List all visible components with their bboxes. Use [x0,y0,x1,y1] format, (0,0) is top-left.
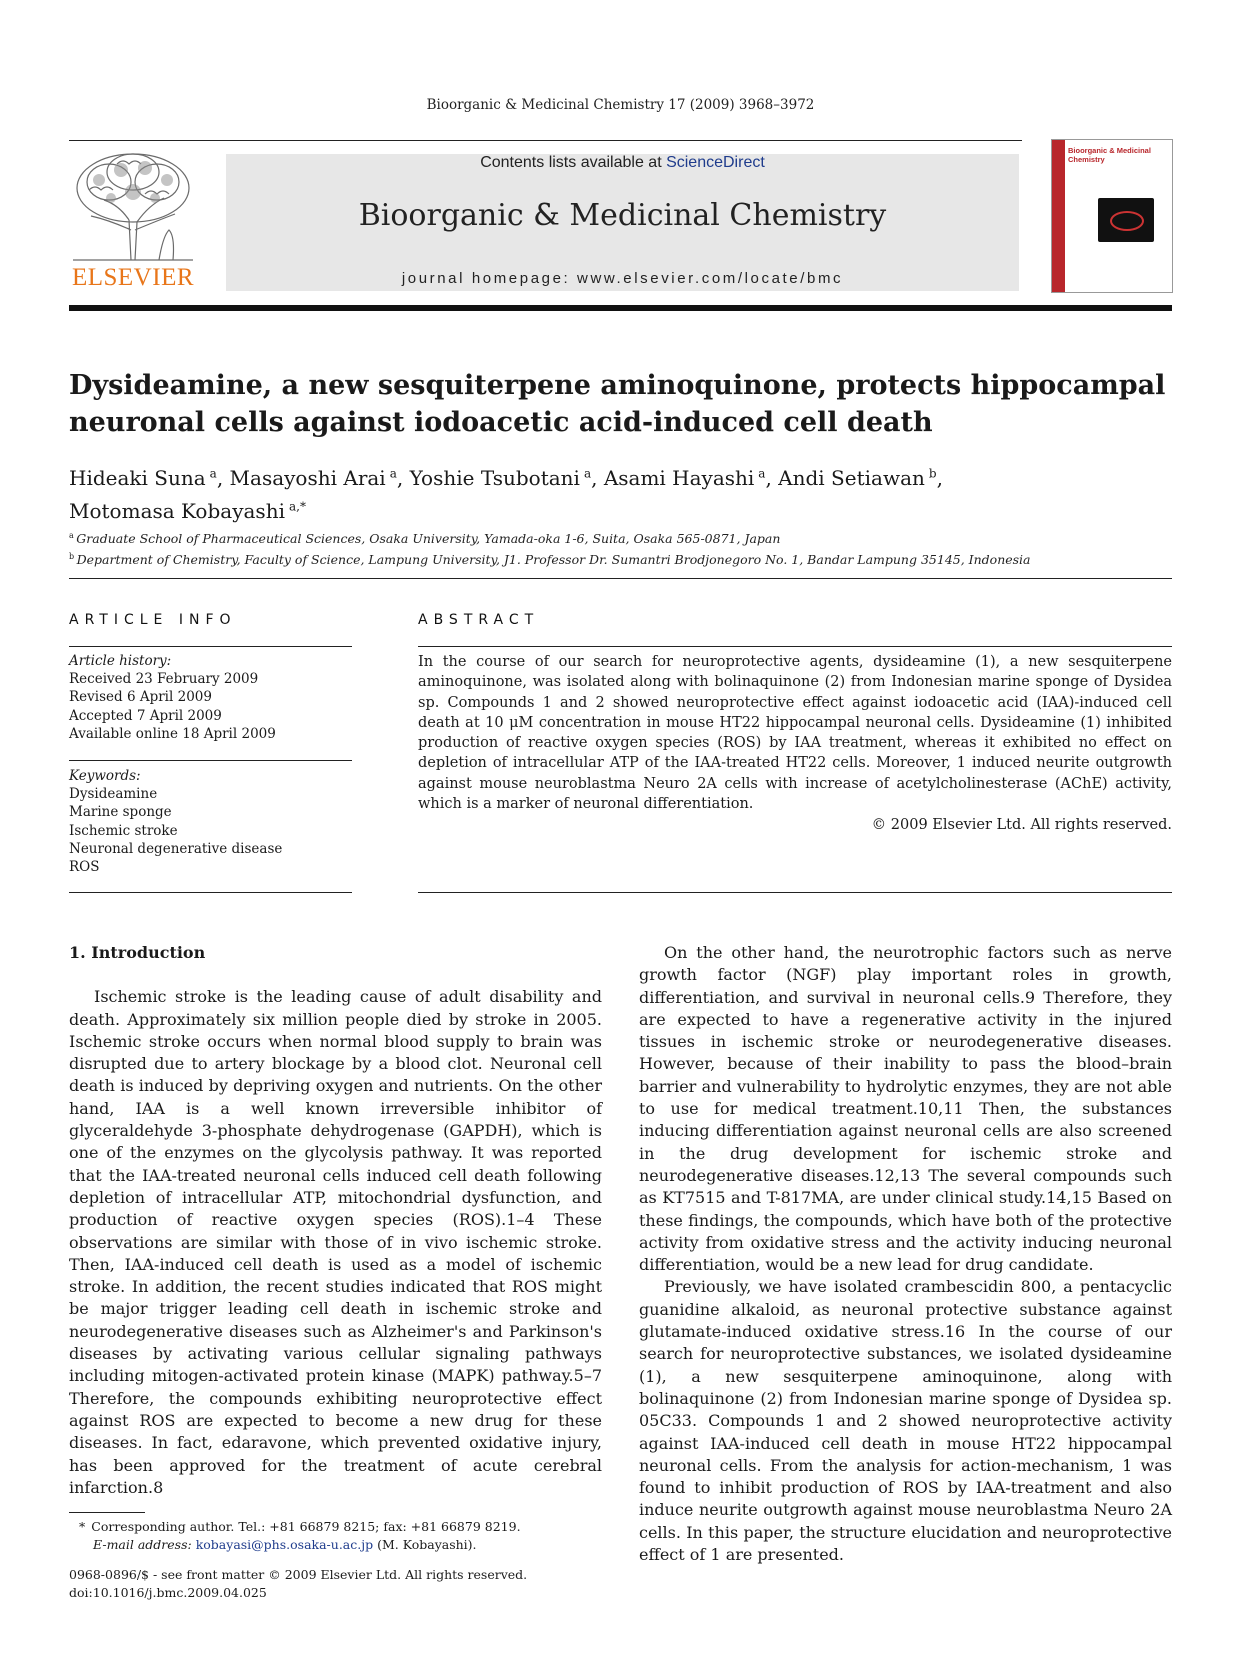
article-history [69,652,352,743]
body-paragraph: On the other hand, the neurotrophic factors such as nerve growth factor (NGF) play important roles in growth, differentiation, and survival in neuronal cells.9 Therefore, they are expected to have a regenerative activity in the injured tissues in ischemic stroke or neurodegenerative diseases. However, because of their inability to pass the blood–brain barrier and vulnerability to hydrolytic enzymes, they are not able to use for medical treatment.10,11 Then, the substances inducing differentiation against neuronal cells are also screened in the drug development for ischemic stroke and neurodegenerative diseases.12,13 The several compounds such as KT7515 and T-817MA, are under clinical study.14,15 Based on these findings, the compounds, which have both of the protective activity from oxidative stress and the activity inducing neuronal differentiation, would be a new lead for drug candidate. [639,943,1172,1275]
cover-title: Bioorganic & Medicinal Chemistry [1068,146,1151,164]
author[interactable]: Motomasa Kobayashi $^{a,*}$ [69,499,306,524]
keyword-item: Ischemic stroke [69,822,178,839]
author[interactable]: Andi Setiawan $^b$, [778,465,943,490]
affiliation-b: $^b$ Department of Chemistry, Faculty of Science, Lampung University, J1. Professor Dr. Sumantri Brodjonegoro No. 1, Bandar Lampung 35145, Indonesia [69,552,1031,568]
affiliations [69,527,1172,569]
history-item: Available online 18 April 2009 [69,725,276,742]
history-item: Accepted 7 April 2009 [69,707,222,724]
front-matter-line: 0968-0896/$ - see front matter © 2009 Elsevier Ltd. All rights reserved. [69,1567,528,1582]
paper-title-line-2: neuronal cells against iodoacetic acid-induced cell death [69,407,933,438]
author-list [69,459,1172,526]
author[interactable]: Masayoshi Arai $^a$, [229,465,410,490]
abstract-paragraph: In the course of our search for neuroprotective agents, dysideamine (1), a new sesquiterpene aminoquinone, was isolated along with bolinaquinone (2) from Indonesian marine sponge of Dysidea sp. Compounds 1 and 2 showed neuroprotective effect against iodoacetic acid (IAA)-induced cell death at 10 μM concentration in mouse HT22 hippocampal neuronal cells. Dysideamine (1) inhibited production of reactive oxygen species (ROS) by IAA treatment, whereas it exhibited no effect on depletion of intracellular ATP of the IAA-treated HT22 cells. Moreover, 1 induced neurite outgrowth against mouse neuroblastma Neuro 2A cells with increase of acetylcholinesterase (AChE) activity, which is a marker of neuronal differentiation. [418,654,1172,813]
author[interactable]: Hideaki Suna $^a$, [69,465,230,490]
keyword-item: Dysideamine [69,786,158,803]
history-item: Revised 6 April 2009 [69,689,212,706]
body-column-right [639,942,1172,1566]
paper-title-line-1: Dysideamine, a new sesquiterpene aminoquinone, protects hippocampal [69,370,1166,401]
keyword-item: Marine sponge [69,804,172,821]
journal-title: Bioorganic & Medicinal Chemistry [358,198,887,233]
keywords-label: Keywords: [69,768,141,784]
front-matter [69,1566,629,1602]
email-suffix: (M. Kobayashi). [373,1537,477,1552]
header-thick-rule [69,305,1172,311]
cover-image-icon [1098,198,1154,242]
corresponding-text: Corresponding author. Tel.: +81 66879 8215; fax: +81 66879 8219. [91,1519,521,1534]
asterisk: * [79,1519,86,1534]
header-rule [69,140,1022,141]
cover-spine [1052,140,1065,292]
contents-line [226,154,1019,172]
body-paragraph: Previously, we have isolated crambescidin 800, a pentacyclic guanidine alkaloid, as neuronal protective substance against glutamate-induced oxidative stress.16 In the course of our search for neuroprotective substances, we isolated dysideamine (1), a new sesquiterpene aminoquinone, along with bolinaquinone (2) from Indonesian marine sponge of Dysidea sp. 05C33. Compounds 1 and 2 showed neuroprotective activity against IAA-induced cell death in mouse HT22 hippocampal neuronal cells. From the analysis for action-mechanism, 1 was found to inhibit production of ROS by IAA-treatment and also induce neurite outgrowth against mouse neuroblastma Neuro 2A cells. In this paper, the structure elucidation and neuroprotective effect of 1 are presented. [639,1277,1172,1565]
divider [69,892,352,893]
keywords [69,767,352,876]
keyword-item: ROS [69,859,100,876]
tree-logo-icon [69,150,197,262]
sciencedirect-link[interactable]: ScienceDirect [666,154,765,171]
section-heading: 1. Introduction [69,943,206,962]
doi-link[interactable]: doi:10.1016/j.bmc.2009.04.025 [69,1585,267,1600]
divider [418,892,1172,893]
article-info-heading: ARTICLE INFO [69,612,237,628]
body-paragraph: Ischemic stroke is the leading cause of adult disability and death. Approximately six million people died by stroke in 2005. Ischemic stroke occurs when normal blood supply to brain was disrupted due to artery blockage by a blood clot. Neuronal cell death is induced by depriving oxygen and nutrients. On the other hand, IAA is a well known irreversible inhibitor of glyceraldehyde 3-phosphate dehydrogenase (GAPDH), which is one of the enzymes on the glycolysis pathway. It was reported that the IAA-treated neuronal cells induced cell death following depletion of intracellular ATP, mitochondrial dysfunction, and production of reactive oxygen species (ROS).1–4 These observations are similar with those of in vivo ischemic stroke. Then, IAA-induced cell death is used as a model of ischemic stroke. In addition, the recent studies indicated that ROS might be major trigger leading cell death in ischemic stroke and neurodegenerative diseases such as Alzheimer's and Parkinson's diseases by activating various cellular signaling pathways including mitogen-activated protein kinase (MAPK) pathway.5–7 Therefore, the compounds exhibiting neuroprotective effect against ROS are expected to become a new drug for these diseases. In fact, edaravone, which prevented oxidative injury, has been approved for the treatment of acute cerebral infarction.8 [69,987,602,1497]
paper-title [69,367,1172,441]
keyword-item: Neuronal degenerative disease [69,840,283,857]
email-label: E-mail address: [93,1537,196,1552]
email-link[interactable]: kobayasi@phs.osaka-u.ac.jp [195,1537,374,1552]
corresponding-author-footnote [69,1512,589,1554]
publisher-logo-text: ELSEVIER [71,264,195,291]
elsevier-logo[interactable] [69,150,197,292]
abstract-copyright: © 2009 Elsevier Ltd. All rights reserved. [871,817,1172,834]
divider [69,760,352,761]
history-item: Received 23 February 2009 [69,671,259,688]
affiliation-a: $^a$ Graduate School of Pharmaceutical Sciences, Osaka University, Yamada-oka 1-6, Suita, Osaka 565-0871, Japan [69,531,781,547]
history-label: Article history: [69,653,172,669]
abstract-heading: ABSTRACT [418,612,540,628]
abstract-body [418,652,1172,836]
journal-homepage-link[interactable]: journal homepage: www.elsevier.com/locate/bmc [401,270,844,287]
affiliation-rule [69,578,1172,579]
divider [418,646,1172,647]
author[interactable]: Asami Hayashi $^a$, [603,465,779,490]
journal-banner [226,154,1019,291]
divider [69,646,352,647]
author[interactable]: Yoshie Tsubotani $^a$, [409,465,604,490]
journal-reference: Bioorganic & Medicinal Chemistry 17 (2009) 3968–3972 [426,97,815,113]
journal-cover-thumbnail[interactable] [1051,139,1173,293]
contents-prefix: Contents lists available at [480,154,667,171]
body-column-left [69,942,602,1499]
